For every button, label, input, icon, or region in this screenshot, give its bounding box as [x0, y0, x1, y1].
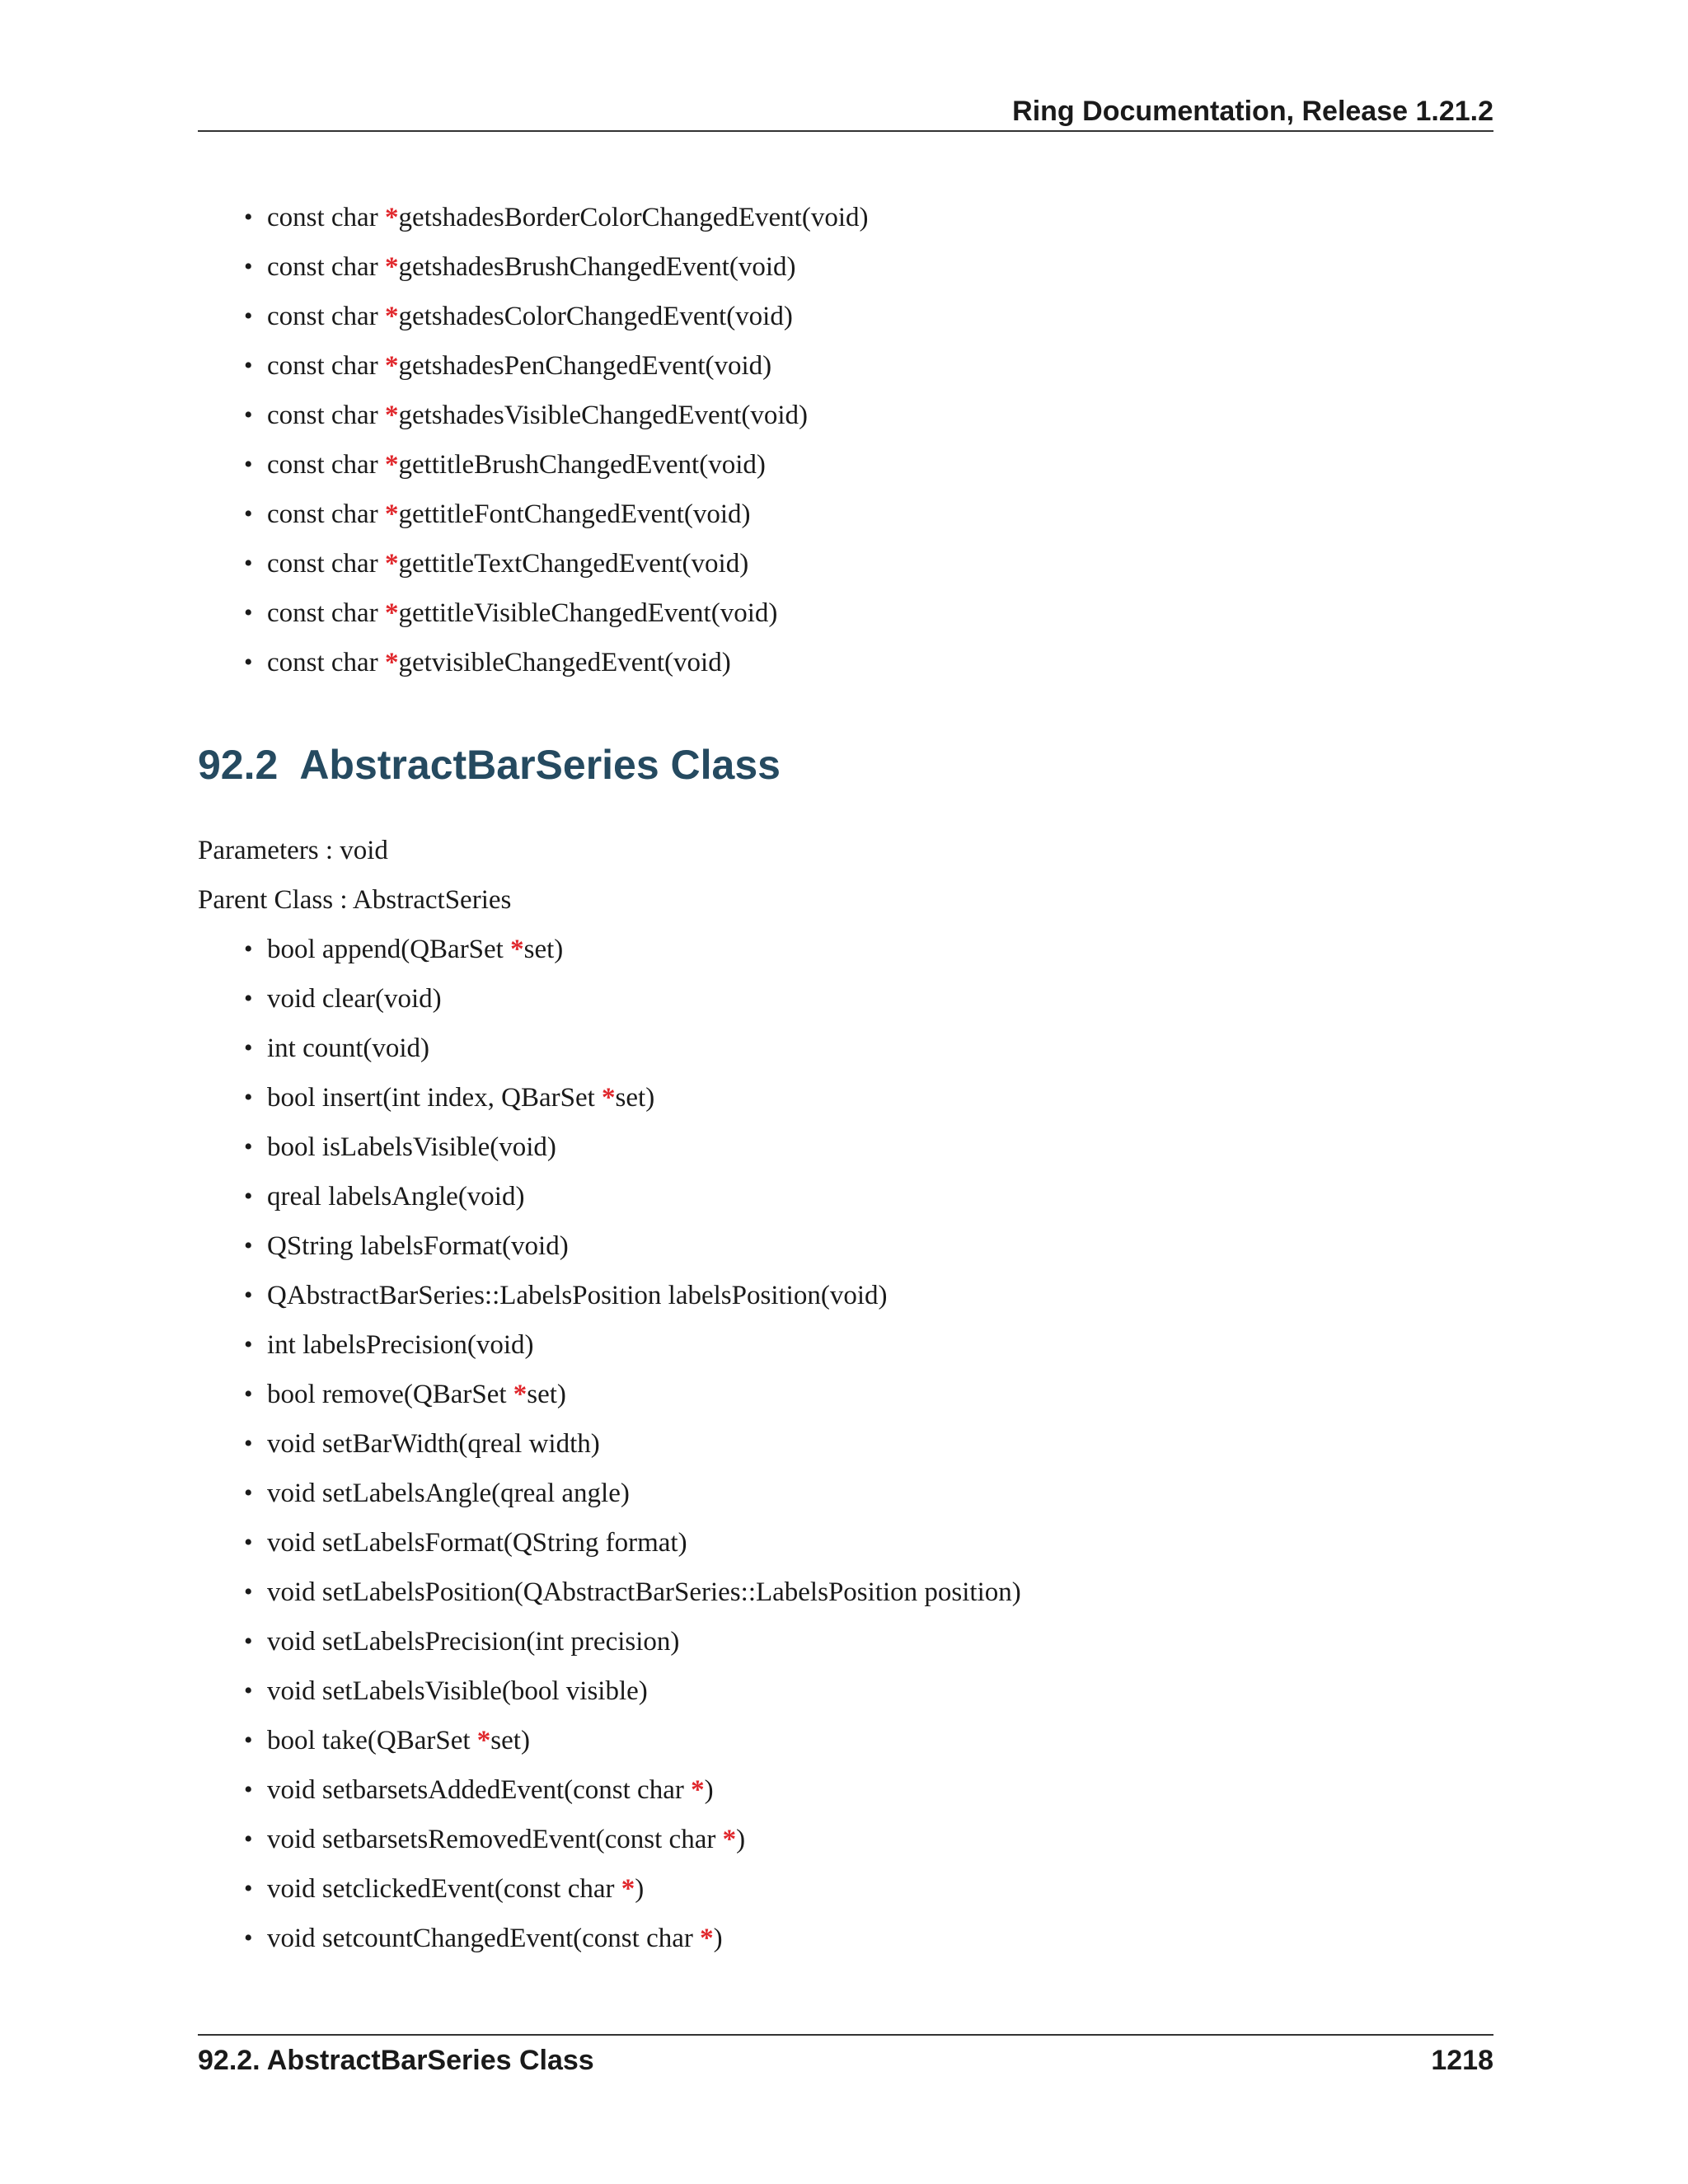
list-item — [198, 1617, 1493, 1666]
pointer-star: * — [476, 1726, 491, 1755]
item-text: void setLabelsAngle(qreal angle) — [267, 1479, 630, 1508]
pointer-star: * — [384, 499, 399, 529]
list-item — [198, 341, 1493, 391]
item-text-suffix: getshadesColorChangedEvent(void) — [398, 302, 793, 331]
item-text: void setbarsetsRemovedEvent(const char — [267, 1825, 723, 1854]
event-getter-list — [198, 193, 1493, 687]
list-item — [198, 1271, 1493, 1320]
item-text: const char — [267, 203, 385, 232]
list-item — [198, 1172, 1493, 1221]
list-item — [198, 193, 1493, 242]
section-number: 92.2 — [198, 742, 279, 788]
pointer-star: * — [510, 935, 524, 964]
item-text: void setBarWidth(qreal width) — [267, 1429, 600, 1459]
item-text: int count(void) — [267, 1033, 430, 1063]
pointer-star: * — [384, 351, 399, 381]
item-text: void clear(void) — [267, 984, 442, 1014]
parent-class-line: Parent Class : AbstractSeries — [198, 885, 512, 915]
list-item — [198, 1073, 1493, 1122]
item-text: const char — [267, 302, 385, 331]
pointer-star: * — [384, 302, 399, 331]
footer-section-label: 92.2. AbstractBarSeries Class — [198, 2045, 594, 2076]
list-item — [198, 638, 1493, 687]
list-item — [198, 1320, 1493, 1370]
item-text: QString labelsFormat(void) — [267, 1231, 569, 1261]
item-text: void setclickedEvent(const char — [267, 1874, 621, 1904]
list-item — [198, 1666, 1493, 1716]
item-text-suffix: set) — [490, 1726, 530, 1755]
list-item — [198, 1469, 1493, 1518]
list-item — [198, 1370, 1493, 1419]
item-text: bool append(QBarSet — [267, 935, 511, 964]
page-number: 1218 — [1431, 2045, 1493, 2076]
item-text: void setLabelsFormat(QString format) — [267, 1528, 687, 1558]
item-text: const char — [267, 252, 385, 282]
item-text: const char — [267, 549, 385, 579]
page-footer — [198, 2034, 1493, 2085]
list-item — [198, 440, 1493, 490]
item-text: bool remove(QBarSet — [267, 1380, 513, 1409]
item-text: void setLabelsVisible(bool visible) — [267, 1676, 648, 1706]
item-text: bool isLabelsVisible(void) — [267, 1132, 556, 1162]
pointer-star: * — [384, 598, 399, 628]
list-item — [198, 1765, 1493, 1815]
list-item — [198, 490, 1493, 539]
list-item — [198, 1122, 1493, 1172]
list-item — [198, 588, 1493, 638]
pointer-star: * — [691, 1775, 705, 1805]
item-text-suffix: gettitleVisibleChangedEvent(void) — [398, 598, 778, 628]
item-text-suffix: ) — [635, 1874, 645, 1904]
item-text-suffix: gettitleFontChangedEvent(void) — [398, 499, 751, 529]
item-text: bool insert(int index, QBarSet — [267, 1083, 603, 1113]
item-text: void setbarsetsAddedEvent(const char — [267, 1775, 692, 1805]
item-text: QAbstractBarSeries::LabelsPosition labelsPosition(void) — [267, 1281, 888, 1310]
pointer-star: * — [700, 1924, 714, 1953]
section-heading — [198, 736, 781, 794]
list-item — [198, 1024, 1493, 1073]
item-text-suffix: getshadesBorderColorChangedEvent(void) — [398, 203, 869, 232]
item-text: bool take(QBarSet — [267, 1726, 477, 1755]
list-item — [198, 1914, 1493, 1963]
item-text-suffix: ) — [704, 1775, 714, 1805]
list-item — [198, 1419, 1493, 1469]
item-text: int labelsPrecision(void) — [267, 1330, 534, 1360]
list-item — [198, 1716, 1493, 1765]
list-item — [198, 242, 1493, 292]
item-text: const char — [267, 401, 385, 430]
pointer-star: * — [384, 401, 399, 430]
list-item — [198, 391, 1493, 440]
pointer-star: * — [513, 1380, 528, 1409]
pointer-star: * — [621, 1874, 635, 1904]
item-text-suffix: set) — [615, 1083, 655, 1113]
pointer-star: * — [722, 1825, 737, 1854]
item-text: void setcountChangedEvent(const char — [267, 1924, 701, 1953]
pointer-star: * — [602, 1083, 616, 1113]
document-title: Ring Documentation, Release 1.21.2 — [1012, 96, 1493, 127]
item-text-suffix: getshadesPenChangedEvent(void) — [398, 351, 772, 381]
item-text-suffix: set) — [523, 935, 564, 964]
pointer-star: * — [384, 203, 399, 232]
list-item — [198, 1221, 1493, 1271]
item-text: const char — [267, 598, 385, 628]
list-item — [198, 974, 1493, 1024]
item-text: const char — [267, 648, 385, 677]
list-item — [198, 1518, 1493, 1568]
item-text-suffix: ) — [713, 1924, 723, 1953]
pointer-star: * — [384, 648, 399, 677]
section-title-text: AbstractBarSeries Class — [299, 742, 781, 788]
item-text: void setLabelsPrecision(int precision) — [267, 1627, 680, 1657]
item-text-suffix: set) — [527, 1380, 566, 1409]
list-item — [198, 292, 1493, 341]
list-item — [198, 1864, 1493, 1914]
list-item — [198, 1815, 1493, 1864]
item-text: const char — [267, 351, 385, 381]
item-text: const char — [267, 499, 385, 529]
pointer-star: * — [384, 450, 399, 480]
item-text-suffix: getshadesVisibleChangedEvent(void) — [398, 401, 809, 430]
item-text: qreal labelsAngle(void) — [267, 1182, 525, 1212]
parameters-line: Parameters : void — [198, 836, 388, 865]
pointer-star: * — [384, 252, 399, 282]
item-text-suffix: ) — [736, 1825, 746, 1854]
item-text: const char — [267, 450, 385, 480]
list-item — [198, 539, 1493, 588]
list-item — [198, 1568, 1493, 1617]
item-text: void setLabelsPosition(QAbstractBarSeries::LabelsPosition position) — [267, 1577, 1021, 1607]
page-header — [198, 92, 1493, 132]
item-text-suffix: getvisibleChangedEvent(void) — [398, 648, 731, 677]
item-text-suffix: getshadesBrushChangedEvent(void) — [398, 252, 796, 282]
item-text-suffix: gettitleTextChangedEvent(void) — [398, 549, 749, 579]
pointer-star: * — [384, 549, 399, 579]
list-item — [198, 925, 1493, 974]
item-text-suffix: gettitleBrushChangedEvent(void) — [398, 450, 766, 480]
method-list — [198, 925, 1493, 1963]
